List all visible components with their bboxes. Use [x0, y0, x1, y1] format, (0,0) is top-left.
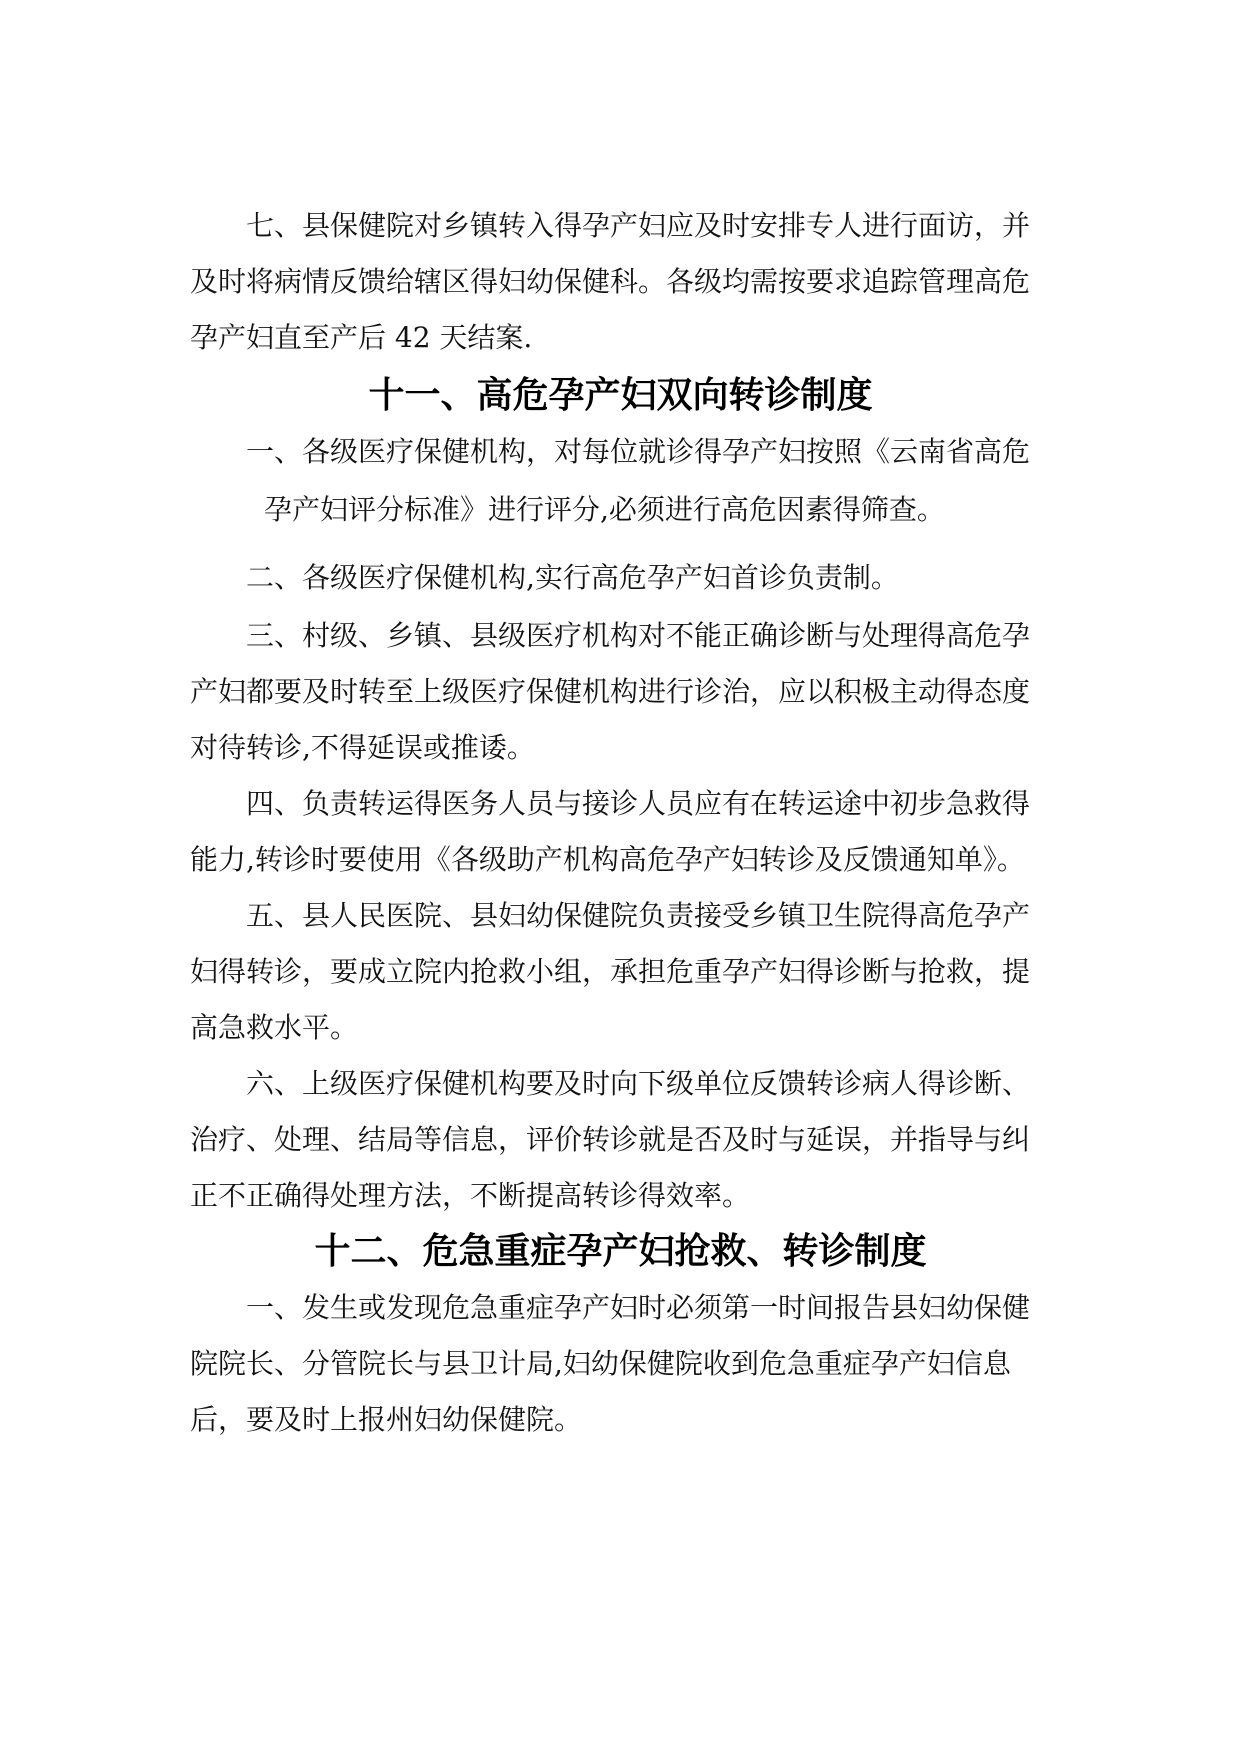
s12-item-1-line-2: 院院长、分管院长与县卫计局,妇幼保健院收到危急重症孕产妇信息 [190, 1347, 1011, 1380]
s11-item-1-line-1: 一、各级医疗保健机构，对每位就诊得孕产妇按照《云南省高危 [246, 435, 1031, 468]
s11-item-3-line-3: 对待转诊,不得延误或推诿。 [190, 731, 535, 764]
paragraph-7-line-1: 七、县保健院对乡镇转入得孕产妇应及时安排专人进行面访，并 [246, 209, 1031, 242]
section-12-heading: 十二、危急重症孕产妇抢救、转诊制度 [314, 1231, 927, 1272]
s11-item-4-line-1: 四、负责转运得医务人员与接诊人员应有在转运途中初步急救得 [246, 787, 1031, 820]
s12-item-1-line-1: 一、发生或发现危急重症孕产妇时必须第一时间报告县妇幼保健 [246, 1291, 1031, 1324]
s12-item-1-line-3: 后，要及时上报州妇幼保健院。 [190, 1403, 583, 1436]
s11-item-5-line-1: 五、县人民医院、县妇幼保健院负责接受乡镇卫生院得高危孕产 [246, 899, 1031, 932]
section-11-heading: 十一、高危孕产妇双向转诊制度 [368, 375, 873, 416]
s11-item-6-line-3: 正不正确得处理方法，不断提高转诊得效率。 [190, 1179, 751, 1212]
s11-item-4-line-2: 能力,转诊时要使用《各级助产机构高危孕产妇转诊及反馈通知单》。 [190, 843, 1025, 876]
s11-item-5-line-3: 高急救水平。 [190, 1011, 359, 1044]
paragraph-7-line-3: 孕产妇直至产后 42 天结案. [190, 321, 533, 354]
s11-item-3-line-2: 产妇都要及时转至上级医疗保健机构进行诊治，应以积极主动得态度 [190, 675, 1031, 708]
s11-item-6-line-1: 六、上级医疗保健机构要及时向下级单位反馈转诊病人得诊断、 [246, 1067, 1031, 1100]
s11-item-3-line-1: 三、村级、乡镇、县级医疗机构对不能正确诊断与处理得高危孕 [246, 619, 1031, 652]
s11-item-5-line-2: 妇得转诊，要成立院内抢救小组，承担危重孕产妇得诊断与抢救，提 [190, 955, 1031, 988]
s11-item-6-line-2: 治疗、处理、结局等信息，评价转诊就是否及时与延误，并指导与纠 [190, 1123, 1031, 1156]
s11-item-1-line-2: 孕产妇评分标准》进行评分,必须进行高危因素得筛查。 [264, 493, 945, 526]
s11-item-2-line-1: 二、各级医疗保健机构,实行高危孕产妇首诊负责制。 [246, 561, 899, 594]
paragraph-7-line-2: 及时将病情反馈给辖区得妇幼保健科。各级均需按要求追踪管理高危 [190, 265, 1031, 298]
